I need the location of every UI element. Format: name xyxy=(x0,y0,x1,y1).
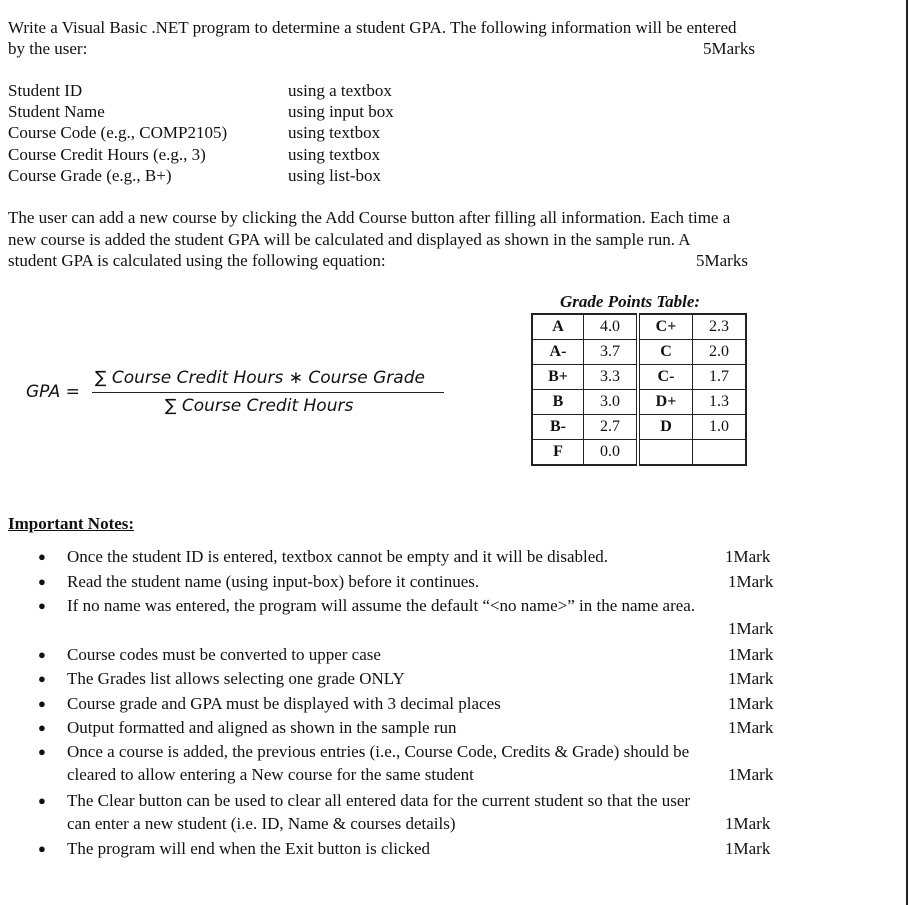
note-marks: 1Mark xyxy=(728,718,774,737)
points-cell xyxy=(693,440,747,466)
formula-lhs: GPA = xyxy=(26,382,80,402)
intro-line-1: Write a Visual Basic .NET program to determine a student GPA. The following information will be entered xyxy=(8,18,737,37)
note-text: The program will end when the Exit button is clicked xyxy=(67,839,431,858)
field-label: Student Name xyxy=(8,102,105,121)
grade-cell: D xyxy=(638,415,693,440)
grade-cell: D+ xyxy=(638,390,693,415)
note-text-continued: can enter a new student (i.e. ID, Name & courses details) xyxy=(67,814,456,833)
intro-marks: 5Marks xyxy=(703,39,755,58)
note-text: Once the student ID is entered, textbox cannot be empty and it will be disabled. xyxy=(67,547,609,566)
grade-cell: B xyxy=(532,390,584,415)
table-row xyxy=(532,440,746,466)
intro-line-2: by the user: xyxy=(8,39,88,58)
page-right-border xyxy=(906,0,908,905)
table-row xyxy=(532,340,746,365)
paragraph-line-1: The user can add a new course by clicking the Add Course button after filling all information. Each time a xyxy=(8,208,731,227)
bullet-icon: ● xyxy=(38,744,46,759)
table-row xyxy=(532,365,746,390)
formula-numerator: ∑ Course Credit Hours ∗ Course Grade xyxy=(95,368,425,388)
points-cell: 2.0 xyxy=(693,340,747,365)
field-label: Student ID xyxy=(8,81,83,100)
note-text: Output formatted and aligned as shown in the sample run xyxy=(67,718,457,737)
note-text: Course grade and GPA must be displayed with 3 decimal places xyxy=(67,694,501,713)
formula-denominator: ∑ Course Credit Hours xyxy=(165,396,354,416)
note-marks: 1Mark xyxy=(728,765,774,784)
bullet-icon: ● xyxy=(38,841,46,856)
points-cell: 3.0 xyxy=(584,390,639,415)
note-text: Course codes must be converted to upper case xyxy=(67,645,381,664)
grade-cell: C+ xyxy=(638,314,693,340)
grade-cell: B- xyxy=(532,415,584,440)
field-input-method: using textbox xyxy=(288,123,381,142)
grade-cell: C xyxy=(638,340,693,365)
note-text: Read the student name (using input-box) before it continues. xyxy=(67,572,480,591)
field-label: Course Credit Hours (e.g., 3) xyxy=(8,145,206,164)
fraction-line xyxy=(92,392,444,393)
table-row xyxy=(532,415,746,440)
grade-points-table xyxy=(531,313,747,466)
points-cell: 1.7 xyxy=(693,365,747,390)
bullet-icon: ● xyxy=(38,647,46,662)
grade-cell: A- xyxy=(532,340,584,365)
field-input-method: using list-box xyxy=(288,166,382,185)
note-marks: 1Mark xyxy=(728,645,774,664)
note-marks: 1Mark xyxy=(725,814,771,833)
field-label: Course Code (e.g., COMP2105) xyxy=(8,123,228,142)
points-cell: 2.7 xyxy=(584,415,639,440)
grade-cell xyxy=(638,440,693,466)
bullet-icon: ● xyxy=(38,793,46,808)
note-marks: 1Mark xyxy=(725,839,771,858)
points-cell: 1.0 xyxy=(693,415,747,440)
paragraph-line-2: new course is added the student GPA will be calculated and displayed as shown in the sample run. A xyxy=(8,230,691,249)
points-cell: 0.0 xyxy=(584,440,639,466)
grade-cell: F xyxy=(532,440,584,466)
grade-cell: C- xyxy=(638,365,693,390)
points-cell: 4.0 xyxy=(584,314,639,340)
note-marks: 1Mark xyxy=(728,694,774,713)
note-text: Once a course is added, the previous entries (i.e., Course Code, Credits & Grade) should be xyxy=(67,742,690,761)
note-text-continued: cleared to allow entering a New course for the same student xyxy=(67,765,474,784)
bullet-icon: ● xyxy=(38,696,46,711)
note-marks: 1Mark xyxy=(725,547,771,566)
table-row xyxy=(532,390,746,415)
note-text: If no name was entered, the program will assume the default “<no name>” in the name area. xyxy=(67,596,696,615)
bullet-icon: ● xyxy=(38,574,46,589)
points-cell: 1.3 xyxy=(693,390,747,415)
grade-table-title: Grade Points Table: xyxy=(560,292,701,311)
bullet-icon: ● xyxy=(38,720,46,735)
note-marks: 1Mark xyxy=(728,619,774,638)
field-input-method: using input box xyxy=(288,102,394,121)
grade-cell: B+ xyxy=(532,365,584,390)
field-label: Course Grade (e.g., B+) xyxy=(8,166,172,185)
paragraph-line-3: student GPA is calculated using the following equation: xyxy=(8,251,386,270)
points-cell: 3.3 xyxy=(584,365,639,390)
notes-title: Important Notes: xyxy=(8,514,135,533)
note-text: The Grades list allows selecting one grade ONLY xyxy=(67,669,405,688)
field-input-method: using textbox xyxy=(288,145,381,164)
table-row xyxy=(532,314,746,340)
note-text: The Clear button can be used to clear all entered data for the current student so that the user xyxy=(67,791,691,810)
bullet-icon: ● xyxy=(38,549,46,564)
bullet-icon: ● xyxy=(38,671,46,686)
bullet-icon: ● xyxy=(38,598,46,613)
grade-cell: A xyxy=(532,314,584,340)
points-cell: 2.3 xyxy=(693,314,747,340)
paragraph-marks: 5Marks xyxy=(696,251,748,270)
note-marks: 1Mark xyxy=(728,669,774,688)
points-cell: 3.7 xyxy=(584,340,639,365)
field-input-method: using a textbox xyxy=(288,81,392,100)
note-marks: 1Mark xyxy=(728,572,774,591)
